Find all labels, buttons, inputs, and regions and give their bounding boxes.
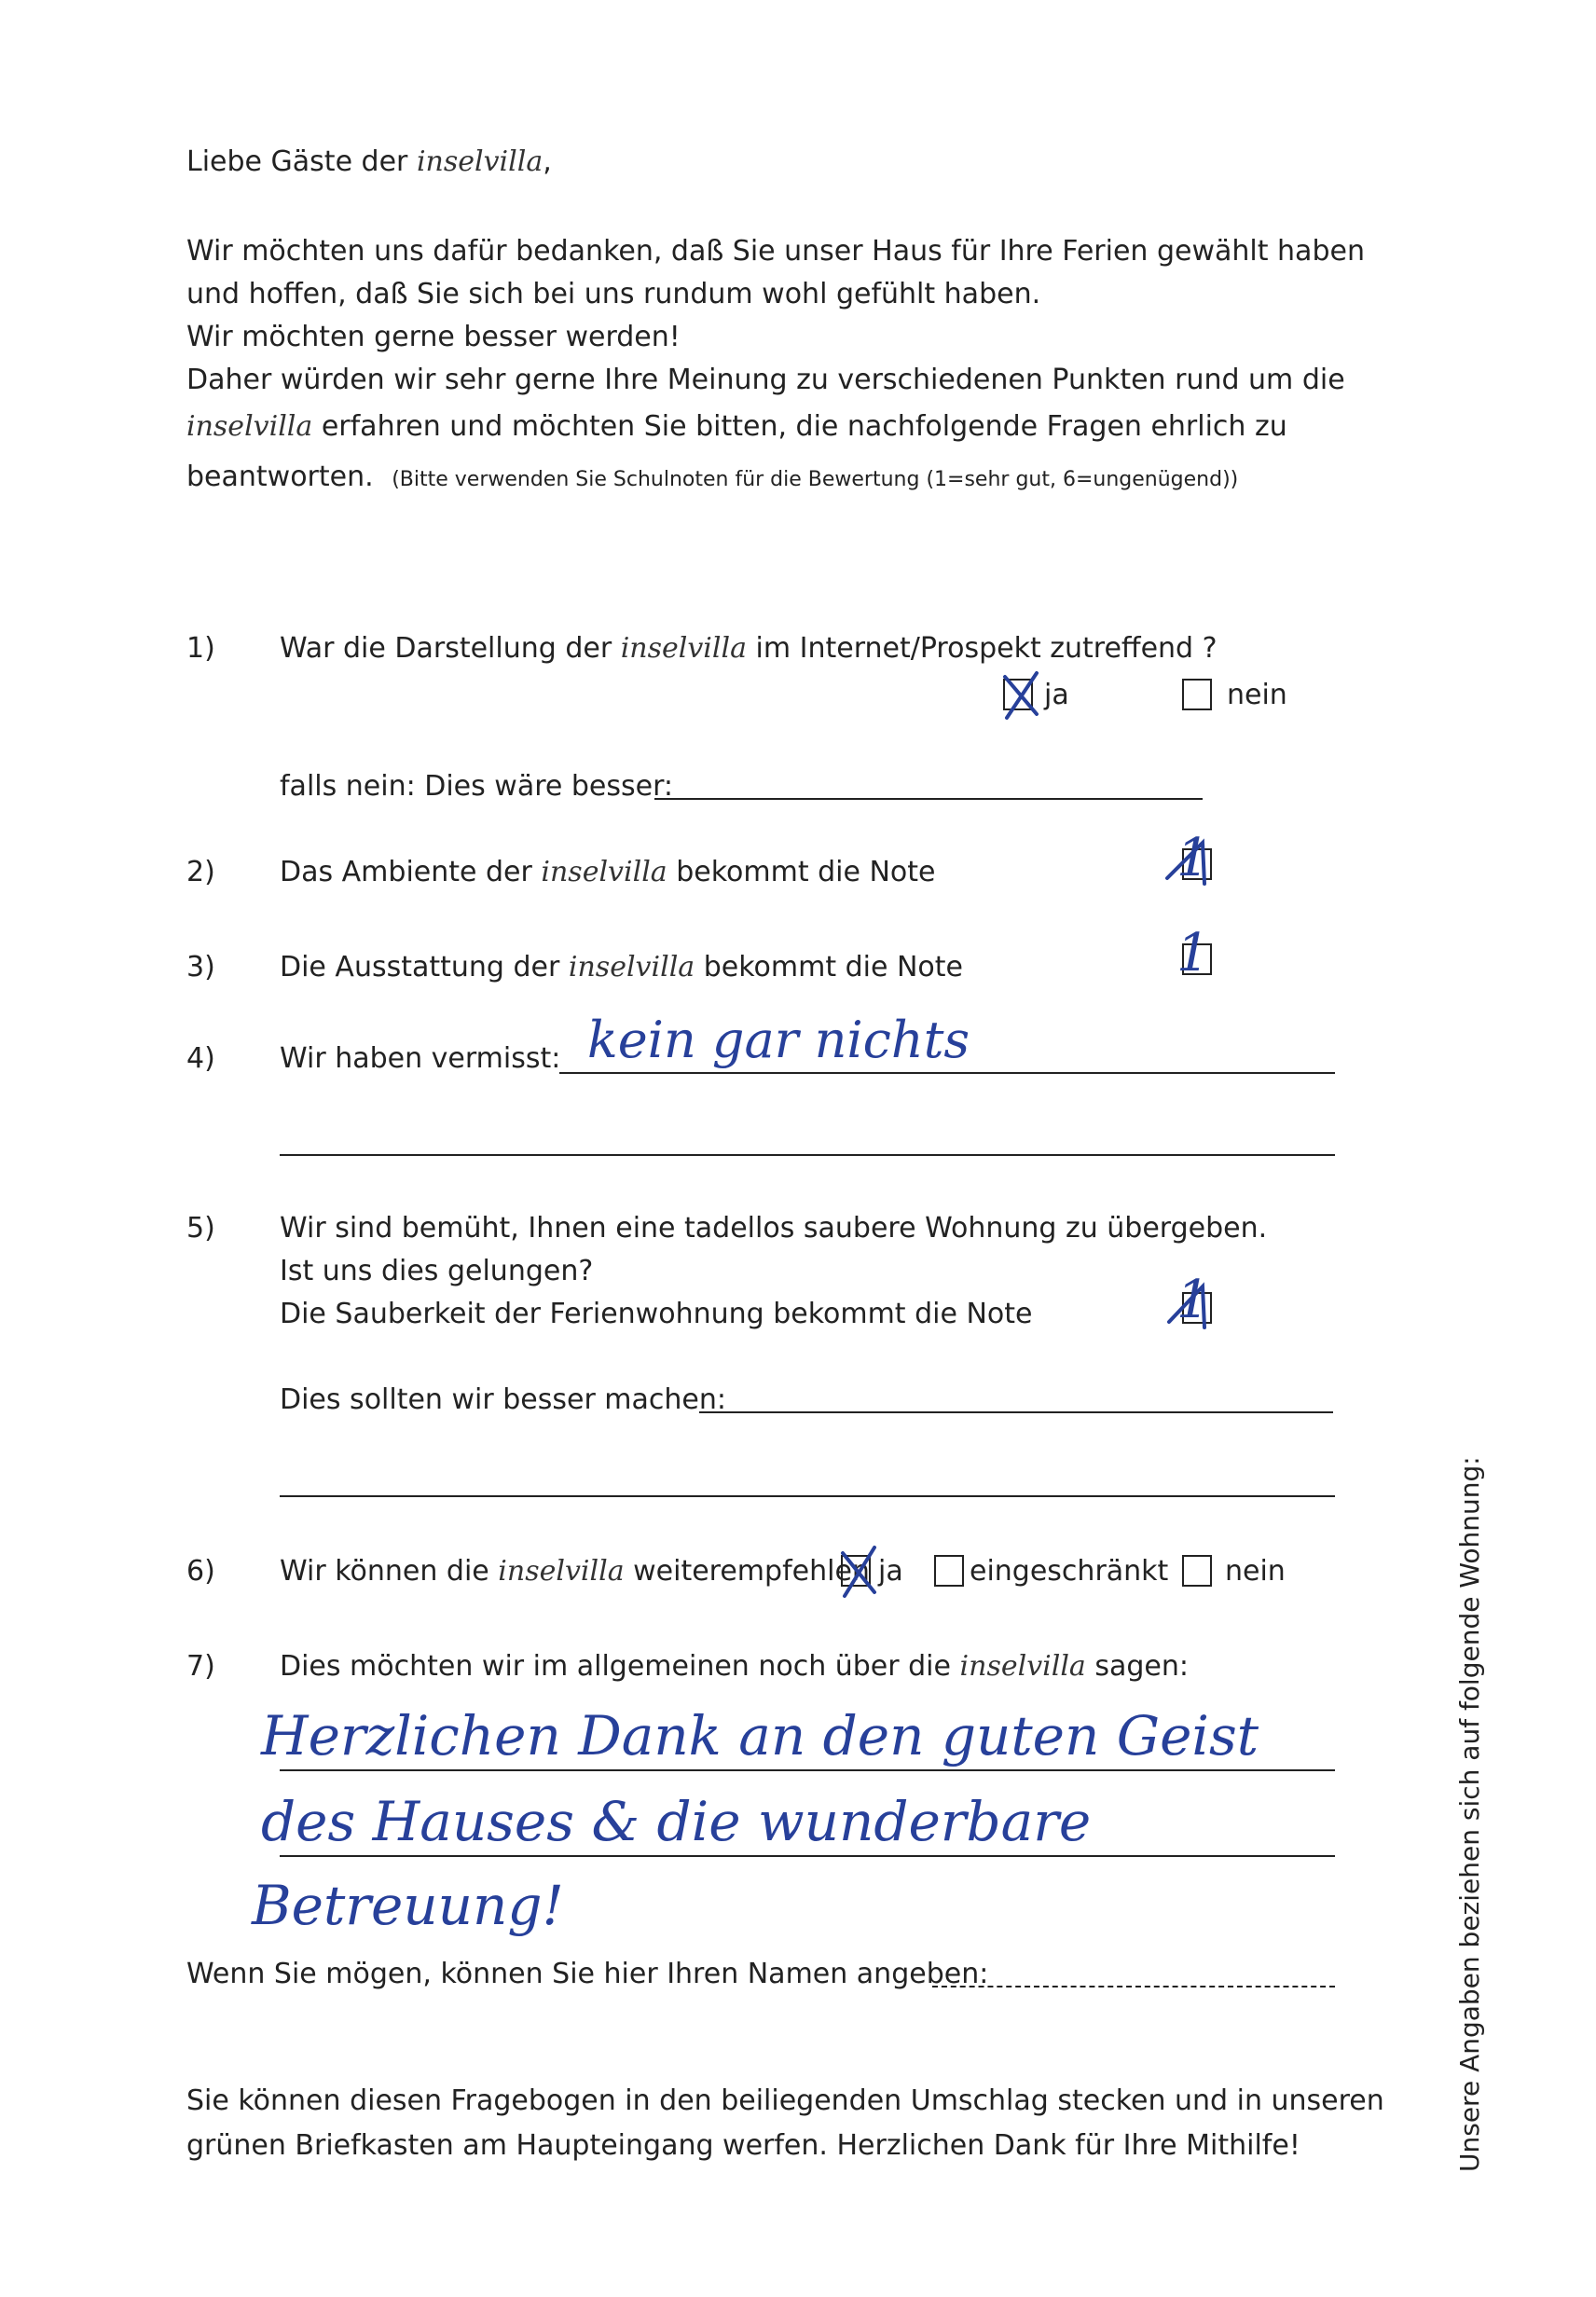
q7-number: 7) [186,1650,215,1683]
brand-name: inselvilla [186,410,313,443]
q3-suffix: bekommt die Note [703,951,964,983]
q3-question [280,951,963,984]
closing-line-1: Sie können diesen Fragebogen in den beiliegenden Umschlag stecken und in unseren [186,2084,1384,2117]
q5-followup-line[interactable] [699,1411,1333,1413]
q6-suffix: weiterempfehlen [633,1555,870,1588]
name-line[interactable] [932,1986,1335,1988]
brand-name: inselvilla [568,951,695,983]
q1-number: 1) [186,632,215,665]
brand-name: inselvilla [541,856,667,888]
brand-name: inselvilla [620,632,747,665]
q7-answer-line-3-text: Betreuung! [252,1874,564,1937]
q2-number: 2) [186,856,215,888]
q1-no-label: nein [1227,679,1287,711]
q7-suffix: sagen: [1094,1650,1189,1683]
apartment-side-note: Unsere Angaben beziehen sich auf folgende Wohnung: [1454,1456,1485,2172]
q1-yes-checkbox[interactable] [1003,679,1033,710]
q1-followup-line[interactable] [654,798,1203,800]
q1-no-checkbox[interactable] [1182,679,1212,710]
q4-answer-line-2[interactable] [280,1154,1335,1156]
q6-restricted-checkbox[interactable] [934,1555,964,1587]
q6-prefix: Wir können die [280,1555,489,1588]
q5-line-2: Ist uns dies gelungen? [280,1255,594,1287]
q2-grade-answer: 1 [1176,828,1210,888]
q5-followup-line-2[interactable] [280,1495,1335,1497]
q1-followup-label: falls nein: Dies wäre besser: [280,770,674,803]
q4-answer-line[interactable] [559,1072,1335,1074]
intro-line-6 [186,461,1238,497]
q4-answer: kein gar nichts [587,1011,970,1069]
q6-number: 6) [186,1555,215,1588]
q6-question [280,1555,870,1589]
q1-suffix: im Internet/Prospekt zutreffend ? [755,632,1218,665]
q7-answer-line-1[interactable] [280,1769,1335,1771]
q5-grade-answer: 1 [1176,1270,1210,1330]
intro-line-4: Daher würden wir sehr gerne Ihre Meinung zu verschiedenen Punkten rund um die [186,364,1345,396]
q5-line-3: Die Sauberkeit der Ferienwohnung bekommt die Note [280,1298,1033,1330]
intro-line-5-text: erfahren und möchten Sie bitten, die nachfolgende Fragen ehrlich zu [321,410,1287,443]
brand-name: inselvilla [498,1555,625,1588]
q6-yes-label: ja [878,1555,903,1588]
intro-line-3: Wir möchten gerne besser werden! [186,321,681,353]
q3-number: 3) [186,951,215,983]
q1-question [280,632,1218,666]
q5-number: 5) [186,1212,215,1245]
greeting-suffix: , [543,145,552,178]
q7-answer-line-2-text: des Hauses & die wunderbare [261,1790,1092,1853]
q2-question [280,856,936,889]
name-prompt: Wenn Sie mögen, können Sie hier Ihren Namen angeben: [186,1958,989,1990]
greeting [186,145,552,179]
intro-line-6-text: beantworten. [186,461,374,493]
q6-no-checkbox[interactable] [1182,1555,1212,1587]
closing-line-2: grünen Briefkasten am Haupteingang werfen. Herzlichen Dank für Ihre Mithilfe! [186,2129,1300,2162]
q7-question [280,1650,1189,1684]
q5-followup-label: Dies sollten wir besser machen: [280,1383,727,1416]
brand-name: inselvilla [959,1650,1086,1683]
q6-yes-checkbox[interactable] [841,1555,871,1587]
q3-prefix: Die Ausstattung der [280,951,560,983]
intro-line-1: Wir möchten uns dafür bedanken, daß Sie unser Haus für Ihre Ferien gewählt haben [186,235,1365,268]
q1-prefix: War die Darstellung der [280,632,612,665]
intro-line-2: und hoffen, daß Sie sich bei uns rundum wohl gefühlt haben. [186,278,1041,310]
intro-line-5 [186,410,1287,444]
q4-number: 4) [186,1042,215,1075]
q6-no-label: nein [1225,1555,1286,1588]
q7-answer-line-2[interactable] [280,1855,1335,1857]
q6-restricted-label: eingeschränkt [970,1555,1169,1588]
grading-note: (Bitte verwenden Sie Schulnoten für die Bewertung (1=sehr gut, 6=ungenügend)) [392,468,1239,491]
q4-label: Wir haben vermisst: [280,1042,561,1075]
q2-prefix: Das Ambiente der [280,856,532,888]
q5-line-1: Wir sind bemüht, Ihnen eine tadellos saubere Wohnung zu übergeben. [280,1212,1268,1245]
q7-prefix: Dies möchten wir im allgemeinen noch über die [280,1650,951,1683]
q3-grade-answer: 1 [1176,923,1210,983]
q7-answer-line-1-text: Herzlichen Dank an den guten Geist [261,1704,1259,1767]
q1-yes-label: ja [1044,679,1069,711]
greeting-prefix: Liebe Gäste der [186,145,408,178]
q2-suffix: bekommt die Note [676,856,936,888]
brand-name: inselvilla [416,145,543,178]
